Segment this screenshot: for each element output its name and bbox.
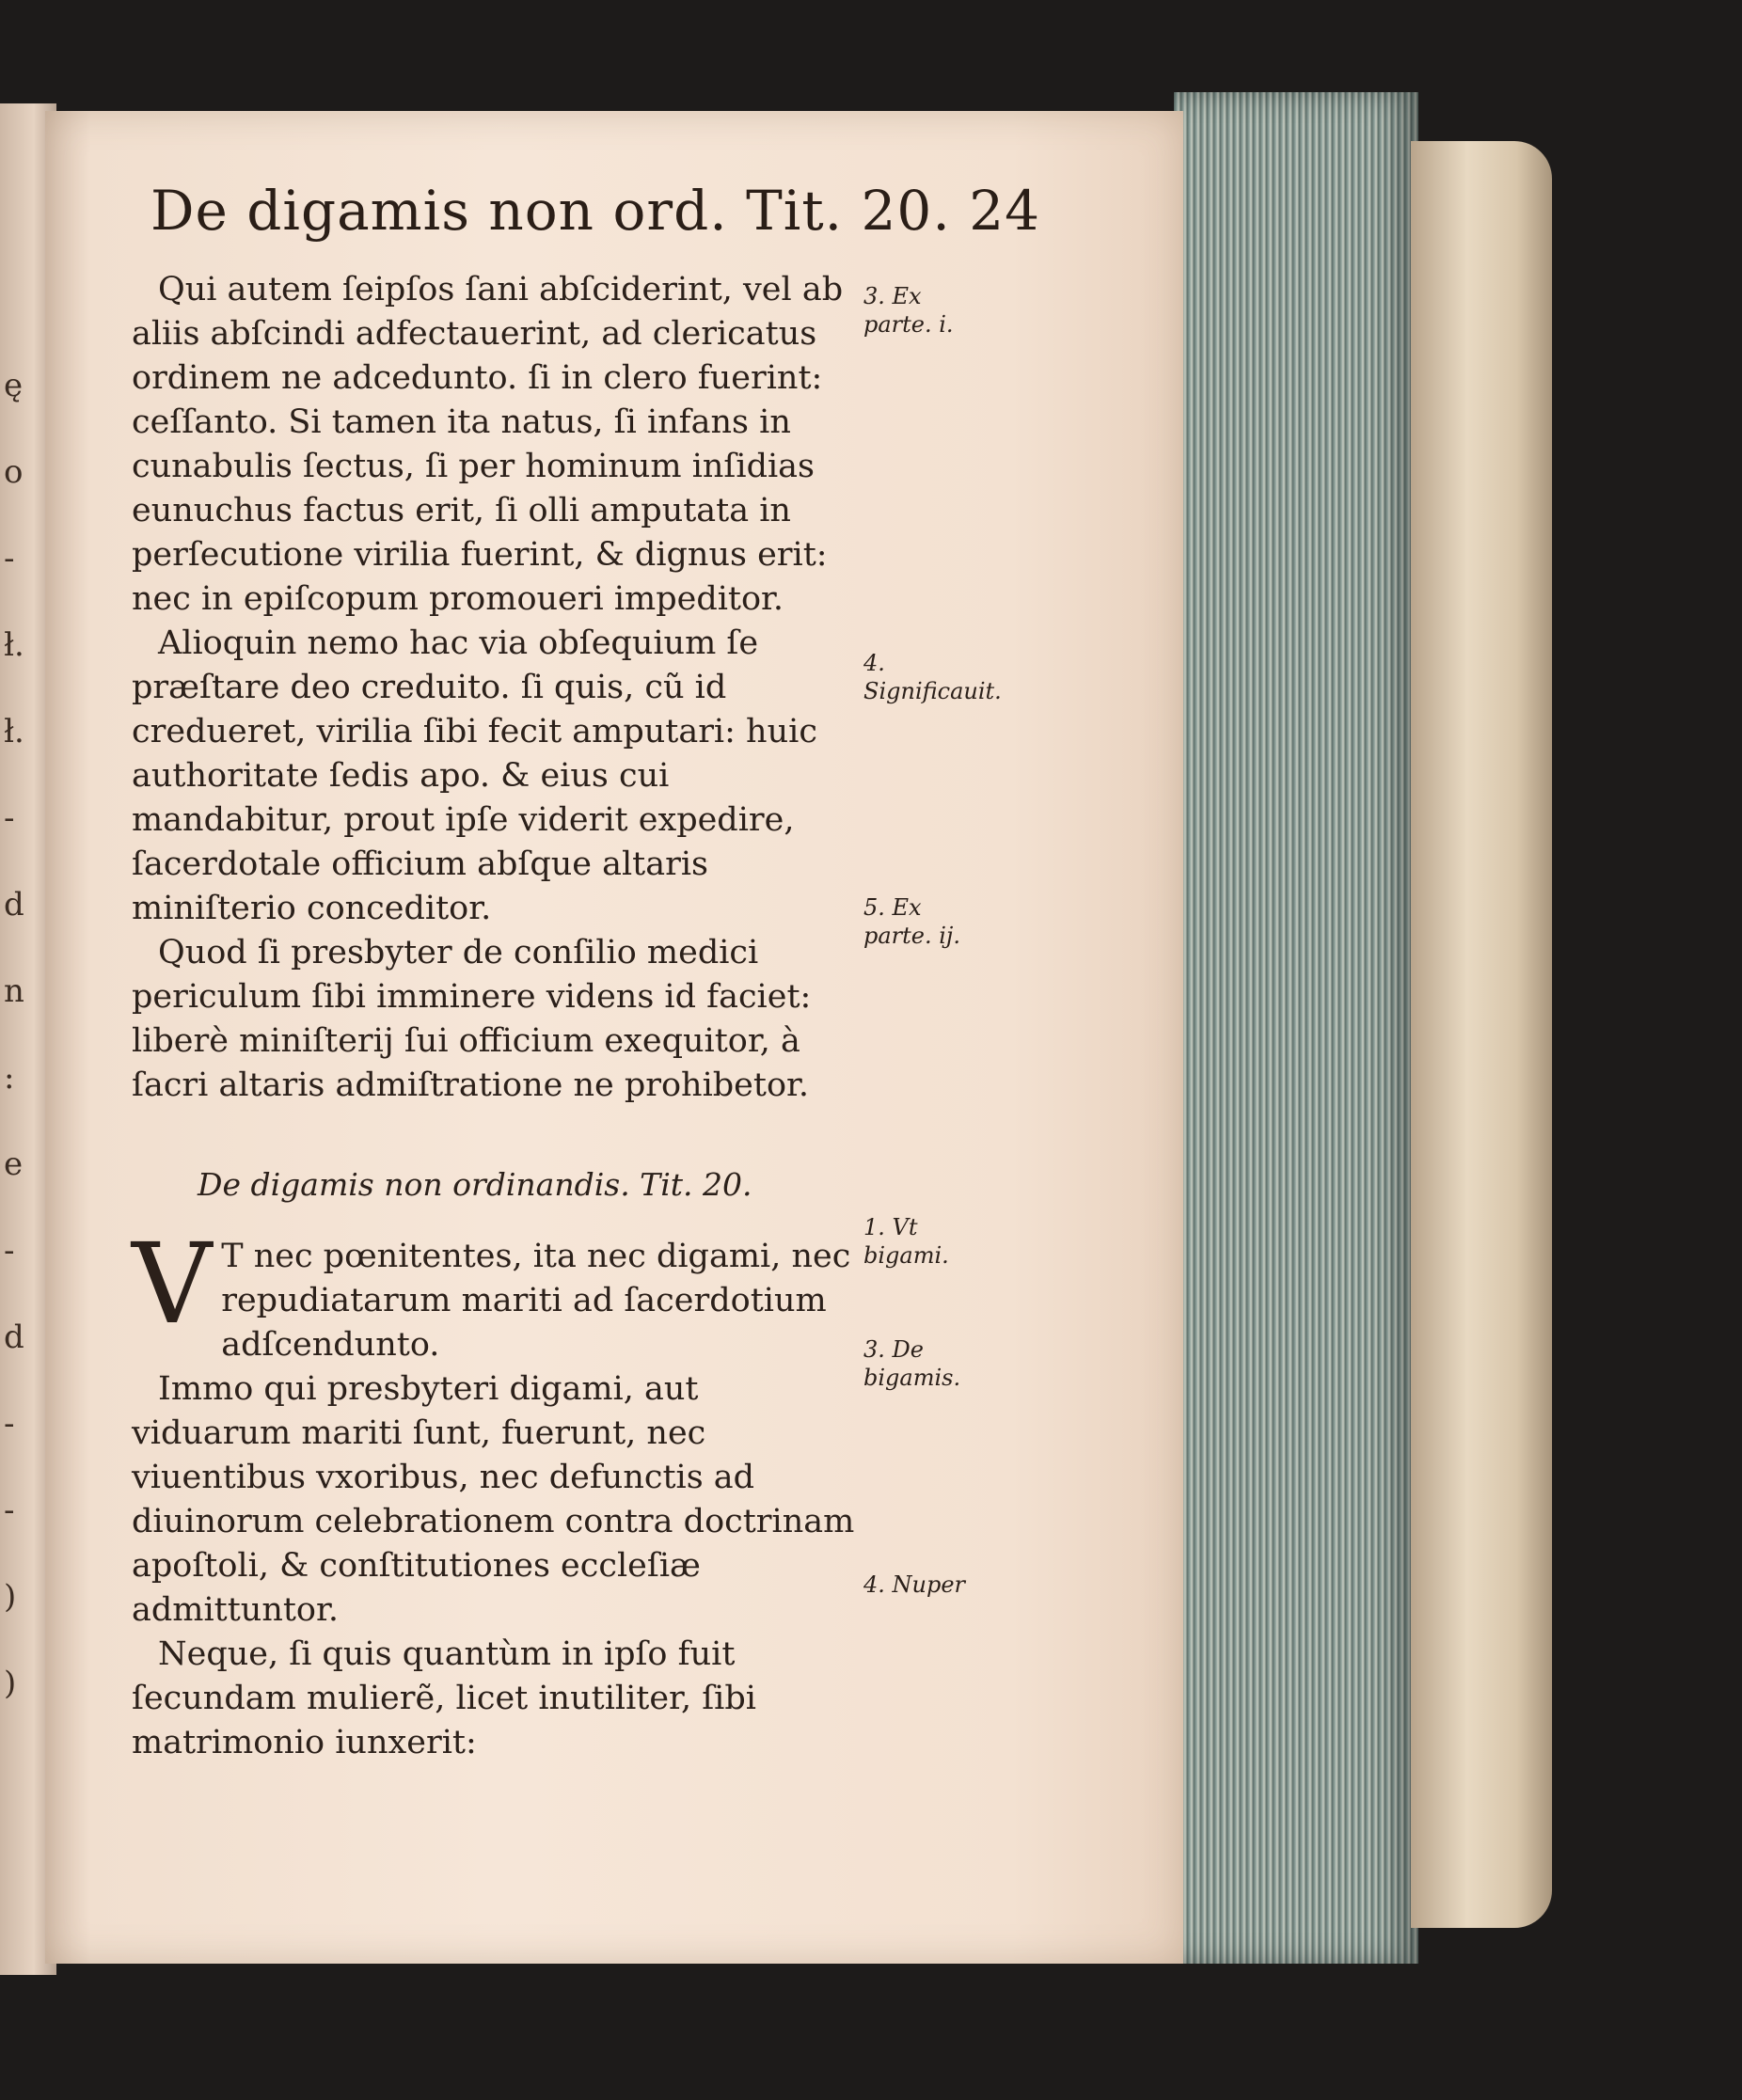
margin-note: 4. Nuper [863, 1571, 966, 1598]
paragraph: Qui autem ſeipſos ſani abſciderint, vel ab aliis abſcindi adfectauerint, ad clericatus ordinem ne adcedunto. ſi in clero fuerint: ceſſanto. Si tamen ita natus, ſi infans in cunabulis ſectus, ſi per hominum inſidias eunuchus factus erit, ſi olli amputata in perſecutione virilia fuerint, & dignus erit: nec in epiſcopum promoueri impeditor. [132, 271, 844, 618]
margin-note: 3. Ex parte. i. [863, 283, 954, 338]
margin-note: 1. Vt bigami. [863, 1214, 949, 1269]
margin-note: 3. De bigamis. [863, 1336, 961, 1391]
section-title: De digamis non ordinandis. Tit. 20. [198, 1166, 752, 1203]
dropcap-paragraph-text: T nec pœnitentes, ita nec digami, nec repudiatarum mariti ad ſacerdotium adſcendunto. [221, 1238, 851, 1364]
vellum-binding [1411, 141, 1552, 1928]
margin-note: 4. Significauit. [863, 650, 1002, 704]
edge-mark: ) [4, 1665, 17, 1702]
edge-mark: ł. [4, 626, 24, 664]
page-block-edges [1174, 92, 1418, 1964]
edge-mark: - [4, 799, 15, 837]
edge-mark: - [4, 1492, 15, 1529]
paragraph: Quod ſi presbyter de conſilio medici periculum ſibi imminere videns id faciet: liberè miniſterij ſui officium exequitor, à ſacri altaris admiſtratione ne prohibetor. [132, 934, 812, 1104]
margin-note: 5. Ex parte. ij. [863, 894, 960, 949]
paragraph: Alioquin nemo hac via obſequium ſe præſtare deo creduito. ſi quis, cũ id credueret, virilia ſibi fecit amputari: huic authoritate ſedis apo. & eius cui mandabitur, prout ipſe viderit expedire, ſacerdotale officium abſque altaris miniſterio conceditor. [132, 624, 817, 927]
edge-mark: d [4, 886, 24, 924]
paragraph: Immo qui presbyteri digami, aut viduarum mariti ſunt, fuerunt, nec viuentibus vxoribus, nec defunctis ad diuinorum celebrationem contra doctrinam apoſtoli, & conſtitutiones eccleſiæ admittuntor. [132, 1370, 855, 1629]
edge-mark: : [4, 1059, 15, 1097]
edge-mark: ę [4, 367, 24, 404]
edge-mark: e [4, 1145, 24, 1183]
paragraph: Neque, ſi quis quantùm in ipſo fuit ſecundam mulierẽ, licet inutiliter, ſibi matrimonio iunxerit: [132, 1635, 756, 1761]
facing-page-text-fragments [4, 367, 41, 1751]
page-body [132, 268, 865, 1765]
dropcap-letter: V [132, 1219, 213, 1349]
dropcap-paragraph [132, 1219, 865, 1367]
edge-mark: - [4, 1405, 15, 1443]
edge-mark: o [4, 453, 24, 491]
edge-mark: - [4, 1232, 15, 1270]
edge-mark: - [4, 540, 15, 577]
edge-mark: ł. [4, 713, 24, 750]
edge-mark: d [4, 1318, 24, 1356]
edge-mark: n [4, 972, 24, 1010]
running-head: De digamis non ord. Tit. 20. 24 [150, 179, 1041, 243]
edge-mark: ) [4, 1578, 17, 1616]
